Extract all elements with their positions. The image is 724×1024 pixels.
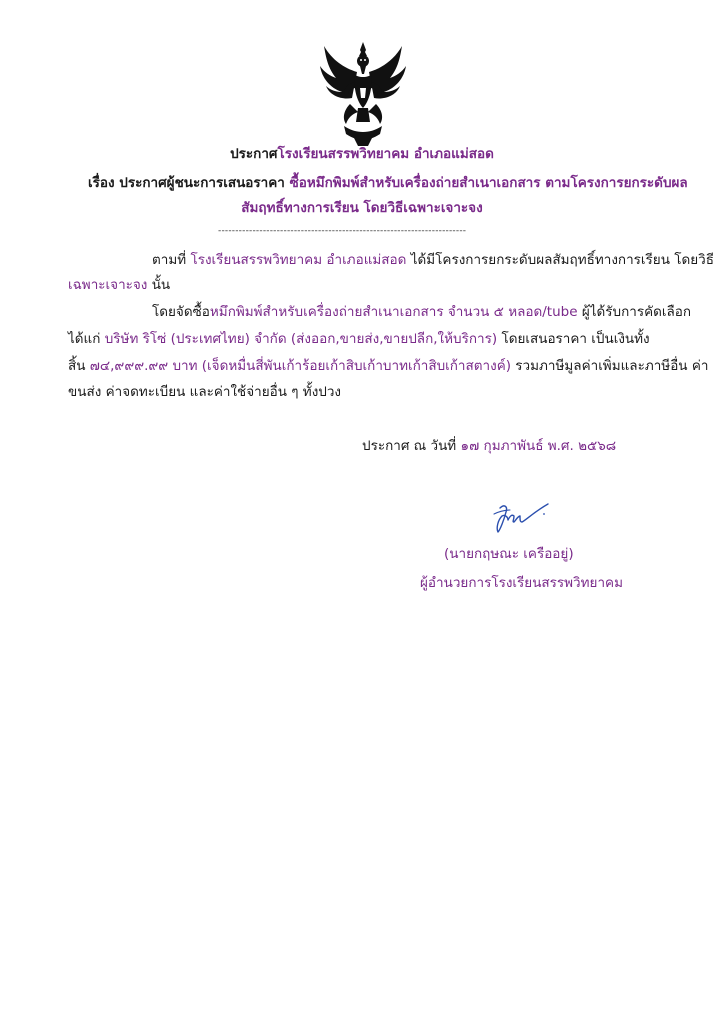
date-prefix: ประกาศ ณ วันที่	[362, 438, 457, 454]
signature-image	[486, 500, 552, 536]
p2-company: บริษัท ริโซ่ (ประเทศไทย) จำกัด (ส่งออก,ขายส่ง,ขายปลีก,ให้บริการ)	[104, 331, 498, 347]
paragraph-2-line-3	[68, 357, 708, 375]
paragraph-1-line-2	[68, 276, 170, 294]
subject-title-line-2: สัมฤทธิ์ทางการเรียน โดยวิธีเฉพาะเจาะจง	[241, 200, 483, 216]
paragraph-2-line-4: ขนส่ง ค่าจดทะเบียน และค่าใช้จ่ายอื่น ๆ ทั้งปวง	[68, 384, 342, 400]
p1-method: เฉพาะเจาะจง	[68, 277, 148, 293]
p2-intro: โดยจัดซื้อ	[152, 304, 210, 320]
p2-line3-end: รวมภาษีมูลค่าเพิ่มและภาษีอื่น ค่า	[515, 358, 709, 374]
paragraph-2-line-1	[152, 303, 691, 321]
subject-line-1	[88, 174, 688, 192]
announcement-date	[362, 437, 616, 455]
divider: ------------------------------------------------------------------------	[218, 226, 467, 236]
signatory-name: (นายกฤษณะ เครืออยู่)	[444, 546, 574, 562]
p1-school: โรงเรียนสรรพวิทยาคม อำเภอแม่สอด	[190, 252, 407, 268]
p2-line3-prefix: สิ้น	[68, 358, 86, 374]
heading-prefix: ประกาศ	[230, 146, 278, 162]
signatory-position: ผู้อำนวยการโรงเรียนสรรพวิทยาคม	[420, 575, 623, 591]
paragraph-2-line-2	[68, 330, 650, 348]
paragraph-1-line-1	[152, 251, 714, 269]
date-value: ๑๗ กุมภาพันธ์ พ.ศ. ๒๕๖๘	[460, 438, 617, 454]
p2-amount: ๗๔,๙๙๙.๙๙ บาท (เจ็ดหมื่นสี่พันเก้าร้อยเก้าสิบเก้าบาทเก้าสิบเก้าสตางค์)	[89, 358, 511, 374]
p2-line2-end: โดยเสนอราคา เป็นเงินทั้ง	[501, 331, 650, 347]
heading-school-name: โรงเรียนสรรพวิทยาคม อำเภอแม่สอด	[277, 146, 494, 162]
p1-intro: ตามที่	[152, 252, 187, 268]
announcement-heading	[0, 145, 724, 163]
subject-title-line-1: ซื้อหมึกพิมพ์สำหรับเครื่องถ่ายสำเนาเอกสาร ตามโครงการยกระดับผล	[289, 175, 688, 191]
p2-item: หมึกพิมพ์สำหรับเครื่องถ่ายสำเนาเอกสาร จำนวน ๕ หลอด/tube	[209, 304, 578, 320]
p1-mid: ได้มีโครงการยกระดับผลสัมฤทธิ์ทางการเรียน โดยวิธี	[410, 252, 714, 268]
p2-selected: ผู้ได้รับการคัดเลือก	[581, 304, 692, 320]
garuda-emblem-icon	[314, 38, 412, 148]
p2-line2-prefix: ได้แก่	[68, 331, 101, 347]
p1-end: นั้น	[151, 277, 171, 293]
subject-label: เรื่อง ประกาศผู้ชนะการเสนอราคา	[88, 175, 285, 191]
